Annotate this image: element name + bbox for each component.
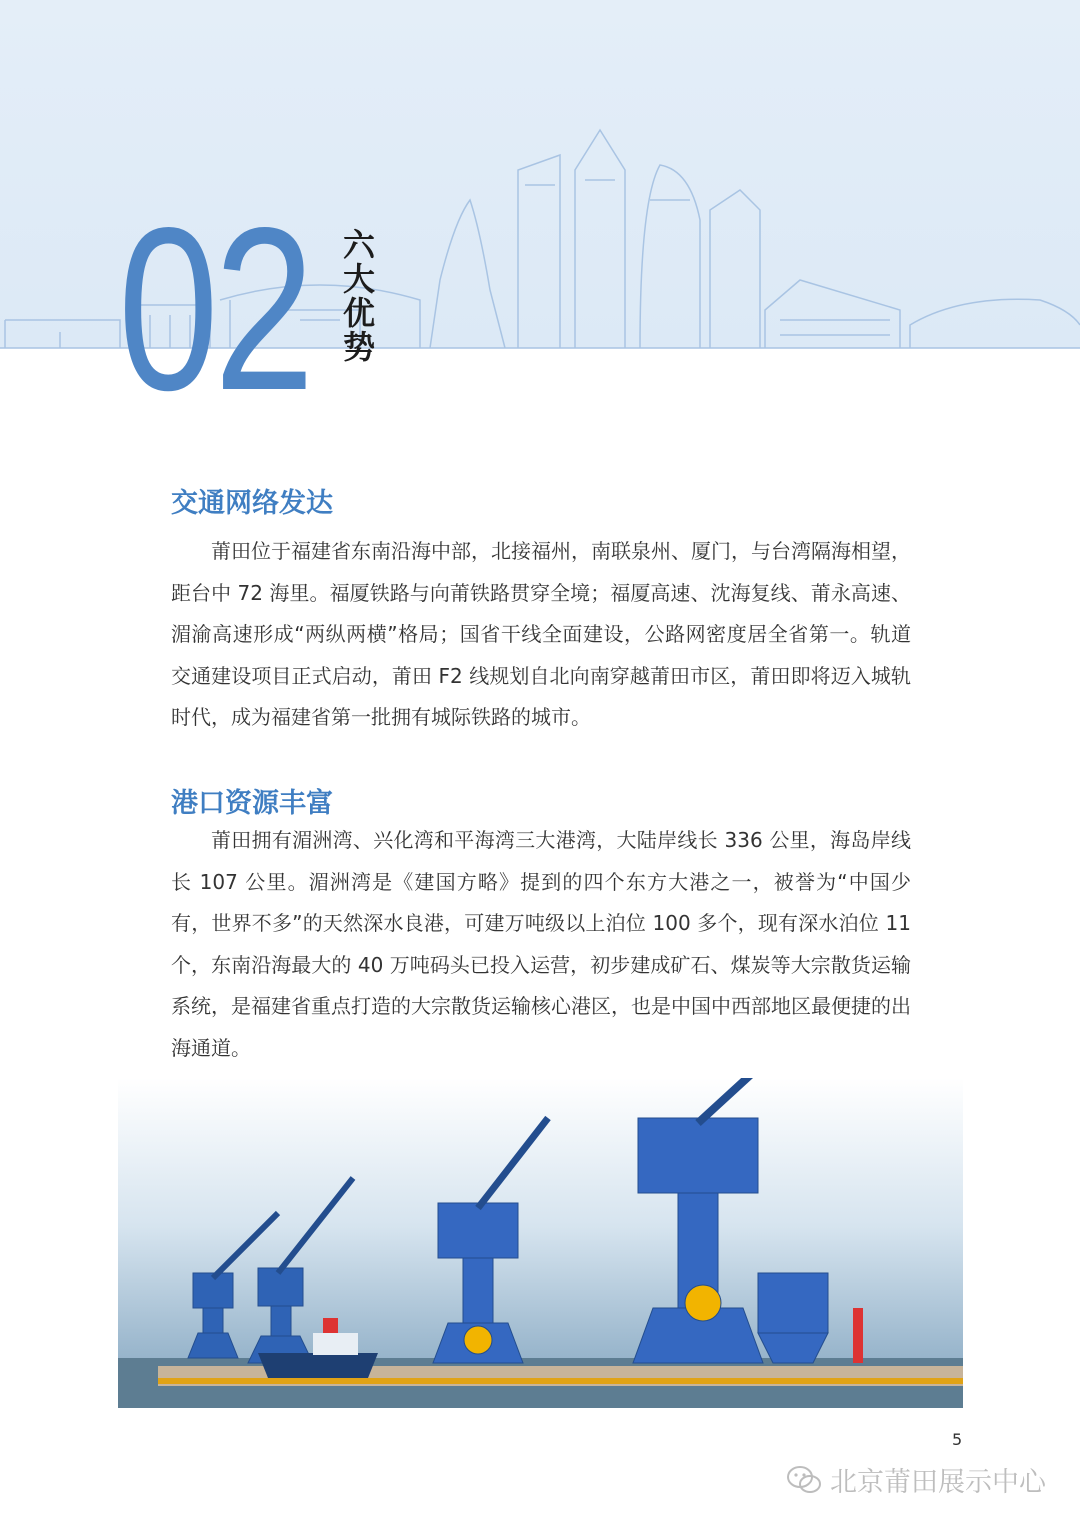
wechat-icon: [786, 1465, 822, 1495]
page-number: 5: [952, 1430, 963, 1449]
watermark-text: 北京莆田展示中心: [830, 1467, 1046, 1498]
section-title: 六大优势: [343, 226, 376, 366]
section-number: 02: [118, 180, 310, 439]
heading-port: 港口资源丰富: [171, 788, 333, 819]
paragraph-transport: 莆田位于福建省东南沿海中部，北接福州，南联泉州、厦门，与台湾隔海相望，距台中 72 海里。福厦铁路与向莆铁路贯穿全境；福厦高速、沈海复线、莆永高速、湄渝高速形成“两纵两横”格局；国省干线全面建设，公路网密度居全省第一。轨道交通建设项目正式启动，莆田 F2 线规划自北向南穿越莆田市区，莆田即将迈入城轨时代，成为福建省第一批拥有城际铁路的城市。: [171, 539, 911, 729]
port-cranes-photo: [118, 1078, 963, 1408]
watermark: [786, 1460, 1046, 1499]
paragraph-port: 莆田拥有湄洲湾、兴化湾和平海湾三大港湾，大陆岸线长 336 公里，海岛岸线长 107 公里。湄洲湾是《建国方略》提到的四个东方大港之一，被誉为“中国少有，世界不多”的天然深水良港，可建万吨级以上泊位 100 多个，现有深水泊位 11 个，东南沿海最大的 40 万吨码头已投入运营，初步建成矿石、煤炭等大宗散货运输系统，是福建省重点打造的大宗散货运输核心港区，也是中国中西部地区最便捷的出海通道。: [171, 828, 911, 1060]
heading-transport: 交通网络发达: [171, 488, 333, 519]
